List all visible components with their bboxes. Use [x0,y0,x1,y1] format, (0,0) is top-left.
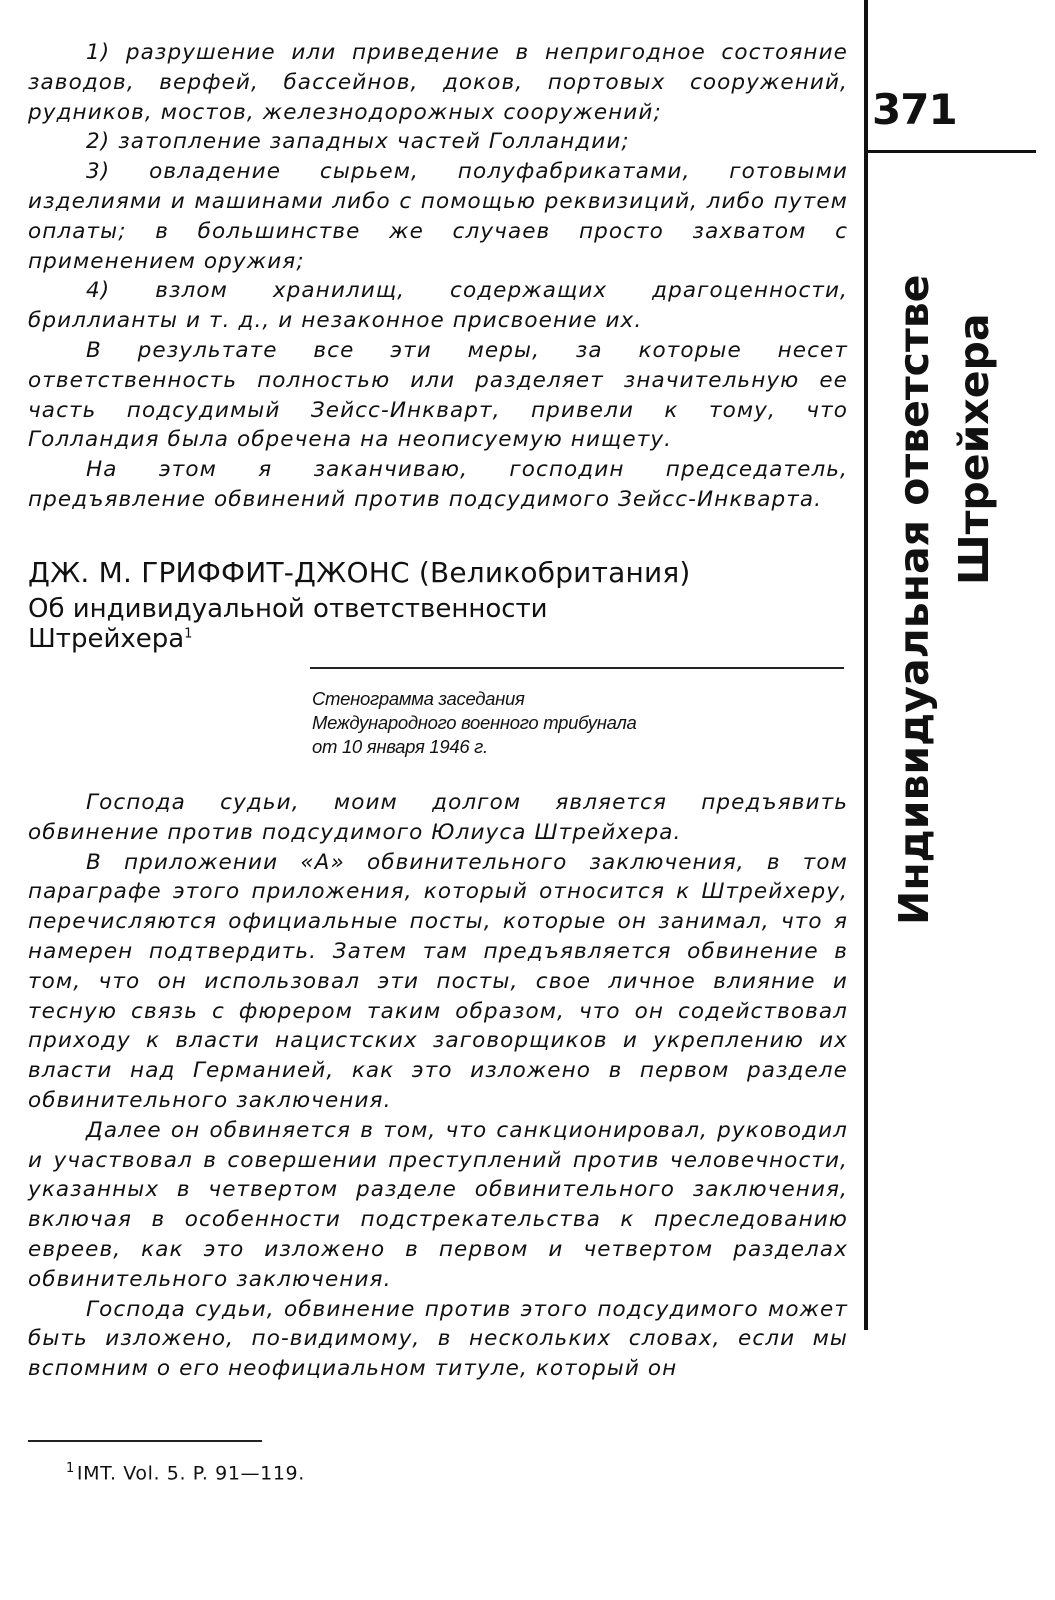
running-title-line: Индивидуальная ответстве [890,274,938,925]
paragraph: 3) овладение сырьем, полуфабрикатами, готовыми изделиями и машинами либо с помощью реквизиций, либо путем оплаты; в большинстве же случаев просто захватом с применением оружия; [28,159,848,274]
paragraph: Господа судьи, моим долгом является предъявить обвинение против подсудимого Юлиуса Штрейхера. [28,790,848,845]
source-line: Стенограмма заседания [312,688,525,709]
paragraph: 2) затопление западных частей Голландии; [86,129,630,155]
footnote-text: IMT. Vol. 5. P. 91—119. [76,1462,305,1485]
paragraph: 1) разрушение или приведение в непригодное состояние заводов, верфей, бассейнов, доков, портовых сооружений, рудников, мостов, железнодорожных сооружений; [28,40,848,125]
margin-horizontal-rule [866,150,1036,153]
main-text-block [28,788,848,1384]
source-divider [310,667,844,669]
section-title-line [28,624,848,654]
source-note [312,687,832,759]
continued-text-block [28,38,848,515]
section-title-text: Штрейхера [28,624,185,654]
running-title [875,160,1035,925]
paragraph: В результате все эти меры, за которые несет ответственность полностью или разделяет значительную ее часть подсудимый Зейсс-Инкварт, привели к тому, что Голландия была обречена на неописуемую нищету. [28,337,848,453]
footnote-divider [28,1440,262,1442]
footnote-mark: 1 [66,1461,75,1476]
paragraph: На этом я заканчиваю, господин председатель, предъявление обвинений против подсудимого Зейсс-Инкварта. [28,457,848,512]
footnote [66,1457,305,1485]
section-title-line: Об индивидуальной ответственности [28,594,548,624]
margin-vertical-rule [864,0,868,1330]
paragraph: 4) взлом хранилищ, содержащих драгоценности, бриллианты и т. д., и незаконное присвоение их. [28,278,848,334]
paragraph: В приложении «А» обвинительного заключения, в том параграфе этого приложения, который относится к Штрейхеру, перечисляются официальные посты, которые он занимал, что я намерен подтвердить. Затем там предъявляется обвинение в том, что он использовал эти посты, свое личное влияние и тесную связь с фюрером таким образом, что он содействовал приходу к власти нацистских заговорщиков и укреплению их власти над Германией, как это изложено в первом разделе обвинительного заключения. [28,849,848,1113]
footnote-reference: 1 [184,626,193,642]
source-line: от 10 января 1946 г. [312,736,488,757]
page-number: 371 [872,85,957,134]
source-line: Международного военного трибунала [312,712,637,733]
speaker-name: ДЖ. М. ГРИФФИТ-ДЖОНС (Великобритания) [28,556,691,589]
paragraph: Господа судьи, обвинение против этого подсудимого может быть изложено, по-видимому, в нескольких словах, если мы вспомним о его неофициальном титуле, который он [28,1296,848,1382]
running-title-line: Штрейхера [950,313,998,585]
paragraph: Далее он обвиняется в том, что санкционировал, руководил и участвовал в совершении преступлений против человечности, указанных в четвертом разделе обвинительного заключения, включая в особенности подстрекательства к преследованию евреев, как это изложено в первом и четвертом разделах обвинительного заключения. [28,1117,848,1292]
section-heading [28,556,848,654]
